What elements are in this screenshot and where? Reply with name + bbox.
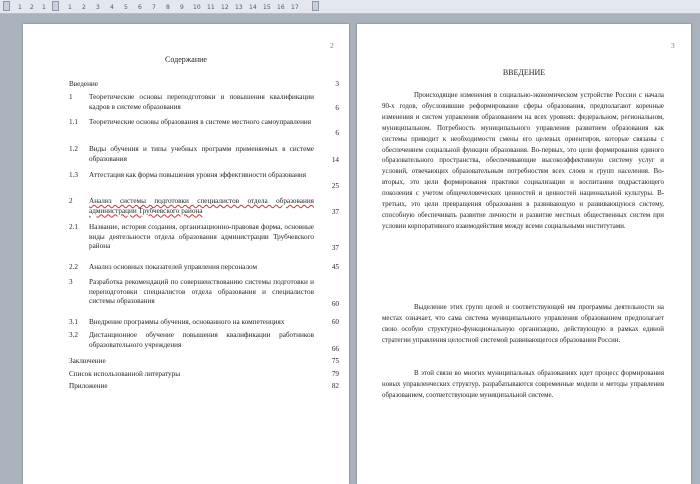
- toc-entry-text: Внедрение программы обучения, основанного на компетенциях: [89, 318, 285, 326]
- ruler-number: 6: [138, 4, 142, 11]
- body-paragraph[interactable]: Происходящие изменения в социально-экономическом устройстве России с начала 90-х годов, обусловившие реформирование сферы образования, предполагают коренные изменения и систем управления образованием на всех уровнях: федеральном, региональном, муниципальном. Потребность муниципального управления развитием образования как системы приводит к необходимости смены его целевых ориентиров, которые связаны с обеспечением социальной функции образования. Во-первых, это цели формирования единого образовательного пространства, обеспечивающие высокоэффективную систему услуг и условий, отвечающих образовательным потребностям всех слоев и групп населения. Во-вторых, это цели формирования практики социализации и воспитания подрастающего поколения с учетом общечеловеческих ценностей и ценностей национальной культуры. В-третьих, это цели превращения образования в развивающую и развивающуюся систему, способную обеспечивать развитие личности и развитие местных общественных систем при условии корпоративного взаимодействия между всеми социальными институтами.: [382, 92, 664, 230]
- toc-entry[interactable]: [69, 331, 339, 351]
- ruler-number: 8: [166, 4, 170, 11]
- page-number: 3: [671, 41, 675, 50]
- toc-entry-page: 25: [331, 182, 339, 190]
- ruler-number: 7: [152, 4, 156, 11]
- toc-entry-number: 1.3: [69, 171, 78, 179]
- toc-entry[interactable]: [69, 223, 339, 253]
- body-paragraph[interactable]: В этой связи во многих муниципальных образованиях идет процесс формирования новых управленческих структур, разрабатываются современные модели и методы управления образованием, соответствующие муниципальной системе.: [382, 370, 664, 399]
- toc-entry-number: 3.1: [69, 318, 78, 326]
- toc-entry-number: 3.2: [69, 331, 78, 339]
- toc-entry-number: 1.1: [69, 118, 78, 126]
- toc-entry-page: 60: [331, 300, 339, 308]
- toc-entry[interactable]: [69, 197, 339, 217]
- ruler-number: 12: [221, 4, 229, 11]
- ruler-number: 10: [193, 4, 201, 11]
- toc-entry-page: 37: [331, 208, 339, 216]
- toc-entry-text: Название, история создания, организационно-правовая форма, основные виды деятельности отдела образования администрации Трубчевского района: [89, 223, 314, 251]
- toc-entry-number: 2.1: [69, 223, 78, 231]
- ruler-number: 14: [249, 4, 257, 11]
- toc-entry[interactable]: [69, 80, 339, 90]
- first-line-indent-marker[interactable]: [52, 1, 59, 11]
- toc-entry-page: 6: [335, 129, 339, 137]
- toc-entry-text: Разработка рекомендаций по совершенствованию системы подготовки и переподготовки специалистов отдела образования и специалистов системы образования: [89, 278, 314, 306]
- toc-entry-page: 37: [331, 244, 339, 252]
- toc-entry-page: 6: [335, 104, 339, 112]
- toc-entry-page: 79: [331, 370, 339, 378]
- toc-entry-number: 2.2: [69, 263, 78, 271]
- ruler-number: 16: [277, 4, 285, 11]
- body-paragraph[interactable]: Выделение этих групп целей и соответствующей им программы деятельности на местах означает, что сама система муниципального управления образованием предполагает свою особую структурно-функциональную организацию, действующую в рамках единой стратегии управления целостной системой развивающегося образования России.: [382, 304, 664, 344]
- toc-entry[interactable]: [69, 145, 339, 165]
- right-indent-marker[interactable]: [312, 1, 319, 11]
- toc-entry-text: Заключение: [69, 357, 106, 365]
- ruler-number: 15: [263, 4, 271, 11]
- ruler-number: 1: [42, 4, 46, 11]
- toc-entry[interactable]: [69, 118, 339, 138]
- toc-entry-number: 1.2: [69, 145, 78, 153]
- toc-entry-text: Анализ основных показателей управления персоналом: [89, 263, 258, 271]
- toc-entry-number: 2: [69, 197, 73, 205]
- toc-entry[interactable]: [69, 318, 339, 328]
- ruler-number: 4: [110, 4, 114, 11]
- toc-entry[interactable]: [69, 370, 339, 380]
- toc-entry-page: 45: [331, 263, 339, 271]
- toc-entry-page: 60: [331, 318, 339, 326]
- toc-entry-number: 1: [69, 93, 73, 101]
- ruler-number: 13: [235, 4, 243, 11]
- toc-entry-text: Анализ системы подготовки специалистов отдела образования администрации Трубчевского района: [89, 197, 314, 215]
- toc-entry-text: Виды обучения и типы учебных программ применяемых в системе образования: [89, 145, 314, 163]
- ruler-number: 1: [68, 4, 72, 11]
- horizontal-ruler[interactable]: [0, 0, 700, 14]
- toc-entry[interactable]: [69, 171, 339, 191]
- ruler-number: 17: [291, 4, 299, 11]
- toc-entry-text: Приложение: [69, 382, 108, 390]
- ruler-number: 1: [18, 4, 22, 11]
- toc-entry-text: Список использованной литературы: [69, 370, 181, 378]
- toc-entry[interactable]: [69, 382, 339, 392]
- ruler-number: 11: [207, 4, 215, 11]
- toc-entry[interactable]: [69, 278, 339, 308]
- document-page-2[interactable]: [23, 24, 349, 484]
- page-number: 2: [330, 41, 334, 50]
- toc-entry-text: Аттестация как форма повышения уровня эффективности образования: [89, 171, 307, 179]
- section-heading: ВВЕДЕНИЕ: [502, 68, 546, 77]
- ruler-number: 2: [82, 4, 86, 11]
- ruler-number: 3: [96, 4, 100, 11]
- ruler-number: 9: [180, 4, 184, 11]
- toc-entry-text: Введение: [69, 80, 98, 88]
- ruler-number: 5: [124, 4, 128, 11]
- toc-entry-page: 82: [331, 382, 339, 390]
- ruler-number: 2: [30, 4, 34, 11]
- toc-entry-page: 66: [331, 345, 339, 353]
- toc-entry-page: 75: [331, 357, 339, 365]
- toc-entry-text: Теоретические основы переподготовки и повышения квалификации кадров в системе образования: [89, 93, 314, 111]
- toc-entry[interactable]: [69, 263, 339, 273]
- toc-title: Содержание: [165, 55, 207, 64]
- toc-entry-text: Теоретические основы образования в системе местного самоуправления: [89, 118, 312, 126]
- left-indent-marker[interactable]: [3, 1, 10, 11]
- toc-entry-page: 3: [335, 80, 339, 88]
- toc-entry-page: 14: [331, 156, 339, 164]
- toc-entry-text: Дистанционное обучение повышения квалификации работников образовательного учреждения: [89, 331, 314, 349]
- document-page-3[interactable]: [357, 24, 691, 484]
- toc-entry[interactable]: [69, 357, 339, 367]
- toc-entry[interactable]: [69, 93, 339, 113]
- toc-entry-number: 3: [69, 278, 73, 286]
